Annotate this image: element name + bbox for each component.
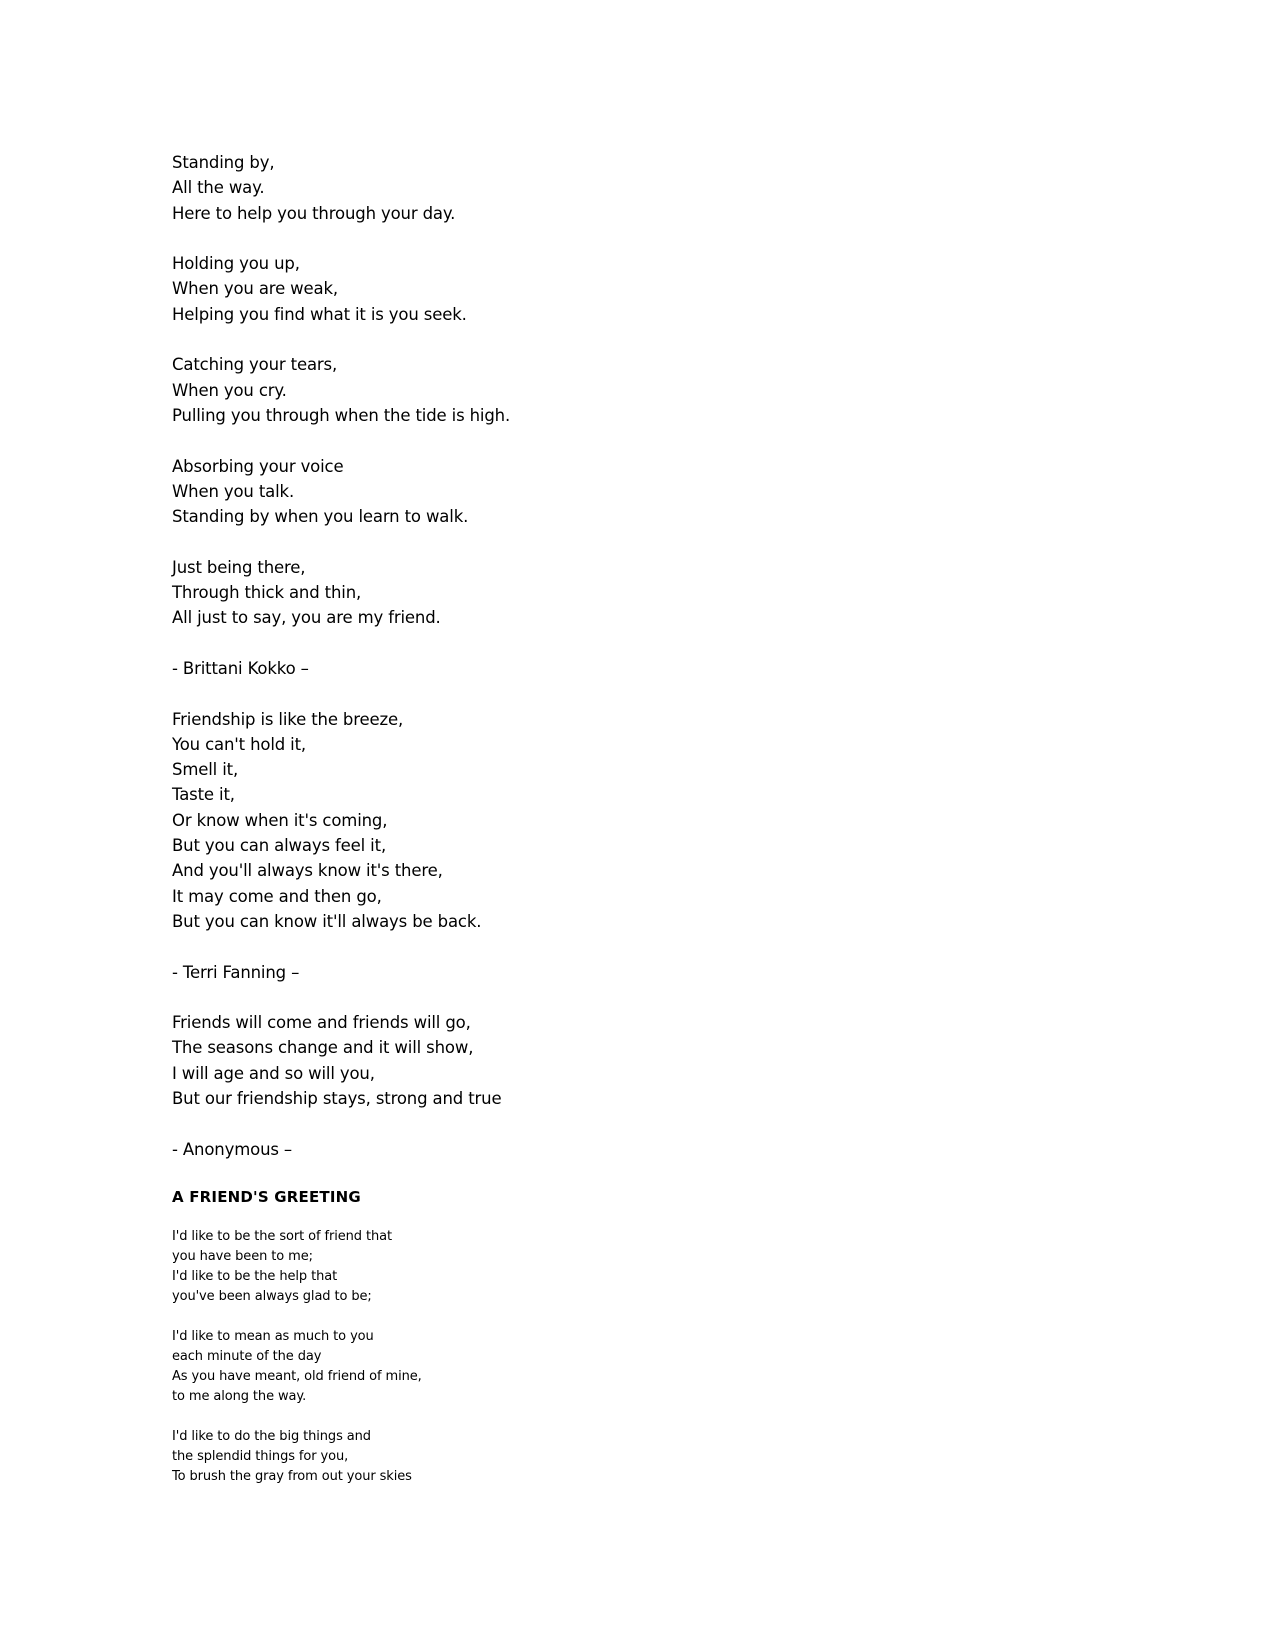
greeting-line: I'd like to do the big things and bbox=[172, 1429, 371, 1445]
poem-stanza bbox=[172, 707, 1185, 935]
greeting-line: each minute of the day bbox=[172, 1349, 322, 1365]
poem-attribution: - Brittani Kokko – bbox=[172, 658, 309, 678]
greeting-heading: A FRIEND'S GREETING bbox=[172, 1188, 361, 1207]
greeting-line: To brush the gray from out your skies bbox=[172, 1469, 412, 1485]
poem-stanza bbox=[172, 454, 1185, 530]
poem-stanza bbox=[172, 352, 1185, 428]
greeting-line: As you have meant, old friend of mine, bbox=[172, 1369, 422, 1385]
poem-line: Helping you find what it is you seek. bbox=[172, 304, 467, 324]
poem-line: Or know when it's coming, bbox=[172, 810, 388, 830]
poem-line: Standing by, bbox=[172, 153, 275, 172]
poem-line: And you'll always know it's there, bbox=[172, 861, 443, 881]
poem-line: Holding you up, bbox=[172, 254, 300, 274]
poem-stanza bbox=[172, 555, 1185, 631]
greeting-stanza bbox=[172, 1427, 1185, 1487]
poem-line: But you can always feel it, bbox=[172, 836, 387, 856]
poem-attribution: - Terri Fanning – bbox=[172, 962, 300, 982]
poem-stanza bbox=[172, 251, 1185, 327]
poem-line: Through thick and thin, bbox=[172, 583, 362, 603]
greeting-line: I'd like to be the help that bbox=[172, 1269, 338, 1285]
poem-line: Catching your tears, bbox=[172, 355, 338, 375]
poem-line: You can't hold it, bbox=[172, 734, 307, 754]
poem-line: I will age and so will you, bbox=[172, 1063, 375, 1083]
poem-line: But our friendship stays, strong and true bbox=[172, 1088, 502, 1108]
greeting-line: you have been to me; bbox=[172, 1249, 313, 1265]
poem-line: Friendship is like the breeze, bbox=[172, 709, 404, 729]
poem-line: The seasons change and it will show, bbox=[172, 1038, 474, 1058]
poem-line: Taste it, bbox=[172, 785, 235, 805]
greeting-line: you've been always glad to be; bbox=[172, 1289, 372, 1305]
greeting-line: I'd like to be the sort of friend that bbox=[172, 1229, 392, 1245]
poem-line: When you are weak, bbox=[172, 279, 338, 299]
poem-line: It may come and then go, bbox=[172, 886, 382, 906]
poem-line: All the way. bbox=[172, 178, 265, 198]
poem-line: Pulling you through when the tide is high. bbox=[172, 405, 511, 425]
greeting-line: the splendid things for you, bbox=[172, 1449, 349, 1465]
poem-stanza bbox=[172, 150, 1185, 226]
greeting-stanza bbox=[172, 1227, 1185, 1307]
poem-attribution: - Anonymous – bbox=[172, 1139, 293, 1159]
greeting-line: to me along the way. bbox=[172, 1389, 307, 1405]
poem-line: Smell it, bbox=[172, 760, 239, 780]
poem-line: When you talk. bbox=[172, 481, 295, 501]
poem-line: But you can know it'll always be back. bbox=[172, 911, 482, 931]
greeting-stanza bbox=[172, 1327, 1185, 1407]
poem-stanza bbox=[172, 1010, 1185, 1111]
poem-line: Absorbing your voice bbox=[172, 456, 344, 476]
greeting-line: I'd like to mean as much to you bbox=[172, 1329, 374, 1345]
poems-section bbox=[172, 150, 1185, 1162]
poem-line: When you cry. bbox=[172, 380, 287, 400]
poem-line: Just being there, bbox=[172, 557, 306, 577]
poem-line: All just to say, you are my friend. bbox=[172, 608, 441, 628]
poem-line: Here to help you through your day. bbox=[172, 203, 456, 223]
poem-line: Friends will come and friends will go, bbox=[172, 1013, 471, 1033]
greeting-section bbox=[172, 1227, 1185, 1487]
poem-line: Standing by when you learn to walk. bbox=[172, 507, 469, 527]
